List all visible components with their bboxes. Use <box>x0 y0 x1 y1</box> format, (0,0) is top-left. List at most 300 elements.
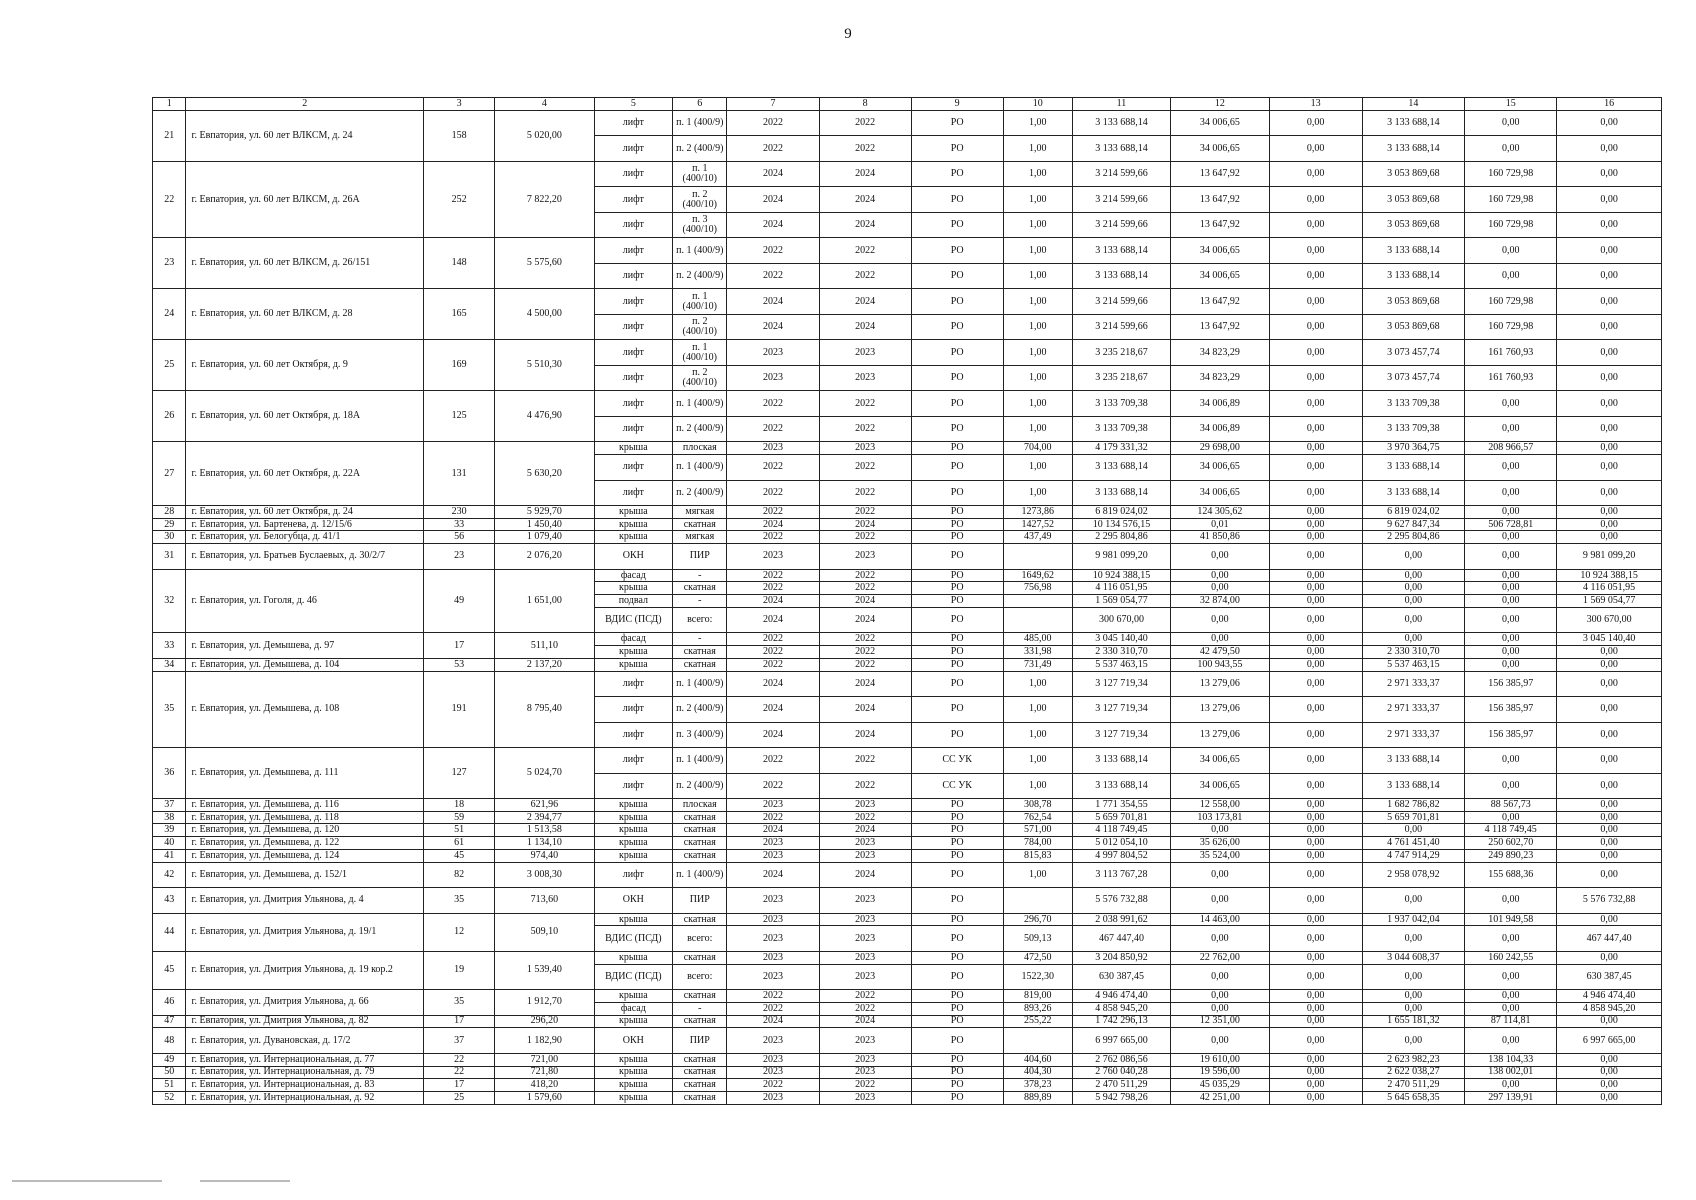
data-cell: ПИР <box>673 544 727 569</box>
data-cell: 3 073 457,74 <box>1362 365 1465 390</box>
data-cell: 297 139,91 <box>1465 1091 1557 1104</box>
data-cell: скатная <box>673 1066 727 1079</box>
address-cell: г. Евпатория, ул. Демышева, д. 104 <box>186 658 424 671</box>
data-cell: лифт <box>594 238 672 263</box>
data-cell: крыша <box>594 1053 672 1066</box>
data-cell: 0,00 <box>1269 658 1362 671</box>
data-cell: РО <box>911 1079 1003 1092</box>
data-cell: 889,89 <box>1003 1091 1072 1104</box>
data-cell: крыша <box>594 518 672 531</box>
data-cell: 2022 <box>727 646 819 659</box>
data-cell: 2024 <box>727 595 819 608</box>
data-cell: п. 1 (400/9) <box>673 862 727 887</box>
col3-cell: 22 <box>424 1066 495 1079</box>
data-cell: 2023 <box>819 951 911 964</box>
data-cell: 762,54 <box>1003 811 1072 824</box>
data-cell: 3 133 709,38 <box>1362 416 1465 441</box>
data-cell: 2024 <box>727 722 819 747</box>
data-cell: 2023 <box>727 913 819 926</box>
data-cell: 35 626,00 <box>1171 837 1269 850</box>
table-row <box>153 391 1662 416</box>
data-cell: п. 2 (400/10) <box>673 365 727 390</box>
address-cell: г. Евпатория, ул. Дмитрия Ульянова, д. 82 <box>186 1015 424 1028</box>
col4-cell: 1 651,00 <box>495 569 594 633</box>
data-cell: 0,00 <box>1269 442 1362 455</box>
data-cell: 0,00 <box>1557 837 1662 850</box>
col4-cell: 5 929,70 <box>495 506 594 519</box>
data-cell: 0,00 <box>1557 849 1662 862</box>
data-cell: РО <box>911 187 1003 212</box>
data-cell: 404,60 <box>1003 1053 1072 1066</box>
data-cell: 0,00 <box>1362 964 1465 989</box>
data-cell: 3 133 688,14 <box>1072 455 1170 480</box>
address-cell: г. Евпатория, ул. Интернациональная, д. 92 <box>186 1091 424 1104</box>
table-row <box>153 289 1662 314</box>
data-cell: РО <box>911 722 1003 747</box>
data-cell: РО <box>911 455 1003 480</box>
data-cell: 3 133 688,14 <box>1072 111 1170 136</box>
table-row <box>153 658 1662 671</box>
data-cell: РО <box>911 1028 1003 1053</box>
data-cell: 3 214 599,66 <box>1072 314 1170 339</box>
data-cell: 0,00 <box>1269 1002 1362 1015</box>
data-cell: крыша <box>594 811 672 824</box>
data-cell: 0,00 <box>1269 824 1362 837</box>
data-cell: 2022 <box>727 811 819 824</box>
col3-cell: 61 <box>424 837 495 850</box>
data-cell: 2023 <box>819 442 911 455</box>
data-cell: 2022 <box>727 263 819 288</box>
data-cell: 2022 <box>727 136 819 161</box>
data-cell: 1,00 <box>1003 722 1072 747</box>
data-cell: РО <box>911 161 1003 186</box>
data-cell: 1,00 <box>1003 671 1072 696</box>
data-cell: 0,00 <box>1269 862 1362 887</box>
row-number-cell: 40 <box>153 837 186 850</box>
data-cell: 2022 <box>727 1002 819 1015</box>
data-cell: фасад <box>594 633 672 646</box>
data-cell: 0,00 <box>1269 544 1362 569</box>
data-cell: крыша <box>594 799 672 812</box>
data-cell: СС УК <box>911 748 1003 773</box>
col4-cell: 974,40 <box>495 849 594 862</box>
data-cell: лифт <box>594 480 672 505</box>
data-cell: 0,00 <box>1465 926 1557 951</box>
data-cell: 0,00 <box>1171 862 1269 887</box>
data-cell: п. 1 (400/9) <box>673 238 727 263</box>
data-cell: 0,00 <box>1171 964 1269 989</box>
data-cell: 3 133 688,14 <box>1362 263 1465 288</box>
data-cell: РО <box>911 633 1003 646</box>
data-cell: крыша <box>594 646 672 659</box>
data-cell: 2 295 804,86 <box>1362 531 1465 544</box>
col-header: 3 <box>424 98 495 111</box>
data-cell: 0,00 <box>1171 569 1269 582</box>
data-cell: 1,00 <box>1003 136 1072 161</box>
row-number-cell: 32 <box>153 569 186 633</box>
data-cell: 156 385,97 <box>1465 697 1557 722</box>
data-cell: 0,00 <box>1465 990 1557 1003</box>
data-cell: 2023 <box>727 1028 819 1053</box>
data-cell: 4 179 331,32 <box>1072 442 1170 455</box>
data-cell: скатная <box>673 990 727 1003</box>
data-cell: 2022 <box>819 263 911 288</box>
data-cell: 0,00 <box>1557 697 1662 722</box>
data-cell: п. 1 (400/9) <box>673 455 727 480</box>
data-cell: 2022 <box>819 773 911 798</box>
data-cell: 1,00 <box>1003 365 1072 390</box>
data-cell: 0,00 <box>1269 187 1362 212</box>
address-cell: г. Евпатория, ул. Демышева, д. 122 <box>186 837 424 850</box>
address-cell: г. Евпатория, ул. Демышева, д. 152/1 <box>186 862 424 887</box>
data-cell: 0,00 <box>1557 773 1662 798</box>
table-row <box>153 849 1662 862</box>
data-cell: 0,00 <box>1269 391 1362 416</box>
data-cell: 0,00 <box>1465 646 1557 659</box>
data-cell: 1 682 786,82 <box>1362 799 1465 812</box>
col4-cell: 296,20 <box>495 1015 594 1028</box>
data-cell: крыша <box>594 824 672 837</box>
col3-cell: 35 <box>424 990 495 1015</box>
data-cell: 0,00 <box>1557 340 1662 365</box>
data-cell: 4 858 945,20 <box>1557 1002 1662 1015</box>
data-cell: лифт <box>594 697 672 722</box>
data-cell: 0,00 <box>1557 187 1662 212</box>
data-cell: крыша <box>594 1079 672 1092</box>
data-cell: 0,00 <box>1465 607 1557 632</box>
table-row <box>153 824 1662 837</box>
data-cell: 2022 <box>819 238 911 263</box>
data-cell: - <box>673 569 727 582</box>
data-cell: 0,00 <box>1362 1028 1465 1053</box>
data-cell: 2 470 511,29 <box>1072 1079 1170 1092</box>
row-number-cell: 46 <box>153 990 186 1015</box>
data-cell: 0,00 <box>1465 391 1557 416</box>
page-number: 9 <box>844 26 852 42</box>
data-cell: плоская <box>673 799 727 812</box>
data-cell: 1,00 <box>1003 187 1072 212</box>
data-cell: 2022 <box>819 531 911 544</box>
data-cell: 124 305,62 <box>1171 506 1269 519</box>
data-cell: 2023 <box>727 951 819 964</box>
data-cell: фасад <box>594 1002 672 1015</box>
data-cell: 0,00 <box>1269 238 1362 263</box>
data-cell: 378,23 <box>1003 1079 1072 1092</box>
col-header: 1 <box>153 98 186 111</box>
data-cell: 2024 <box>819 161 911 186</box>
data-cell: РО <box>911 697 1003 722</box>
data-cell: 0,00 <box>1557 951 1662 964</box>
data-cell: 2022 <box>819 658 911 671</box>
data-cell: 4 118 749,45 <box>1072 824 1170 837</box>
data-cell: 0,00 <box>1269 811 1362 824</box>
data-cell: 2023 <box>819 365 911 390</box>
data-cell: 9 981 099,20 <box>1557 544 1662 569</box>
data-cell: 0,00 <box>1465 111 1557 136</box>
data-cell: 2024 <box>727 314 819 339</box>
address-cell: г. Евпатория, ул. Демышева, д. 118 <box>186 811 424 824</box>
data-cell: РО <box>911 582 1003 595</box>
data-cell: 2022 <box>819 646 911 659</box>
col4-cell: 5 575,60 <box>495 238 594 289</box>
row-number-cell: 24 <box>153 289 186 340</box>
data-cell: 6 819 024,02 <box>1362 506 1465 519</box>
data-cell: 2022 <box>819 1002 911 1015</box>
data-cell: 2024 <box>727 671 819 696</box>
col4-cell: 5 020,00 <box>495 111 594 162</box>
table-row <box>153 161 1662 186</box>
data-cell: 4 761 451,40 <box>1362 837 1465 850</box>
address-cell: г. Евпатория, ул. Дмитрия Ульянова, д. 4 <box>186 888 424 913</box>
data-cell: 0,00 <box>1465 263 1557 288</box>
col3-cell: 33 <box>424 518 495 531</box>
data-cell: 0,00 <box>1465 136 1557 161</box>
data-cell: 784,00 <box>1003 837 1072 850</box>
data-cell: 2022 <box>727 506 819 519</box>
data-cell: РО <box>911 1066 1003 1079</box>
data-cell: лифт <box>594 455 672 480</box>
data-cell: скатная <box>673 1053 727 1066</box>
data-cell: 34 006,65 <box>1171 748 1269 773</box>
data-cell: 13 647,92 <box>1171 161 1269 186</box>
col3-cell: 252 <box>424 161 495 237</box>
data-cell: 2022 <box>727 391 819 416</box>
data-cell: 0,00 <box>1557 913 1662 926</box>
data-cell: РО <box>911 238 1003 263</box>
column-number-row <box>153 98 1662 111</box>
data-cell: 0,00 <box>1465 1028 1557 1053</box>
data-cell: 0,00 <box>1465 416 1557 441</box>
data-cell: 1,00 <box>1003 416 1072 441</box>
data-cell: 34 823,29 <box>1171 365 1269 390</box>
data-cell: лифт <box>594 722 672 747</box>
data-cell: 34 006,65 <box>1171 773 1269 798</box>
data-cell: 2024 <box>727 289 819 314</box>
data-cell: СС УК <box>911 773 1003 798</box>
data-cell: 485,00 <box>1003 633 1072 646</box>
data-cell: 1,00 <box>1003 480 1072 505</box>
data-cell: 1427,52 <box>1003 518 1072 531</box>
data-cell: 0,00 <box>1465 531 1557 544</box>
data-cell: 2022 <box>819 506 911 519</box>
col3-cell: 49 <box>424 569 495 633</box>
col-header: 2 <box>186 98 424 111</box>
data-cell: РО <box>911 416 1003 441</box>
data-cell: 13 647,92 <box>1171 289 1269 314</box>
data-cell: п. 3 (400/9) <box>673 722 727 747</box>
data-cell: РО <box>911 646 1003 659</box>
data-cell: 2022 <box>819 111 911 136</box>
data-cell: 2024 <box>819 187 911 212</box>
data-cell: 2024 <box>819 824 911 837</box>
data-cell: РО <box>911 671 1003 696</box>
data-cell: 0,00 <box>1171 607 1269 632</box>
col4-cell: 5 510,30 <box>495 340 594 391</box>
data-cell: 10 924 388,15 <box>1072 569 1170 582</box>
data-cell: 2 958 078,92 <box>1362 862 1465 887</box>
data-cell: лифт <box>594 161 672 186</box>
data-cell: 0,00 <box>1269 136 1362 161</box>
data-cell: фасад <box>594 569 672 582</box>
row-number-cell: 22 <box>153 161 186 237</box>
data-cell: 0,00 <box>1557 518 1662 531</box>
data-cell: 3 053 869,68 <box>1362 314 1465 339</box>
col-header: 13 <box>1269 98 1362 111</box>
data-cell: 3 133 709,38 <box>1072 416 1170 441</box>
data-cell: 2022 <box>819 391 911 416</box>
row-number-cell: 28 <box>153 506 186 519</box>
col-header: 8 <box>819 98 911 111</box>
data-cell: 0,00 <box>1465 964 1557 989</box>
data-cell: 5 659 701,81 <box>1362 811 1465 824</box>
col4-cell: 1 539,40 <box>495 951 594 989</box>
data-cell: 0,00 <box>1269 582 1362 595</box>
col3-cell: 59 <box>424 811 495 824</box>
col3-cell: 17 <box>424 633 495 658</box>
data-cell: крыша <box>594 849 672 862</box>
data-cell: 34 006,89 <box>1171 391 1269 416</box>
data-cell: 2022 <box>727 416 819 441</box>
data-cell: лифт <box>594 748 672 773</box>
address-cell: г. Евпатория, ул. 60 лет ВЛКСМ, д. 28 <box>186 289 424 340</box>
data-cell: 0,00 <box>1557 1079 1662 1092</box>
data-cell: лифт <box>594 862 672 887</box>
data-cell: 0,00 <box>1465 582 1557 595</box>
address-cell: г. Евпатория, ул. Демышева, д. 108 <box>186 671 424 747</box>
data-cell: 1 771 354,55 <box>1072 799 1170 812</box>
col4-cell: 721,00 <box>495 1053 594 1066</box>
data-cell: 3 204 850,92 <box>1072 951 1170 964</box>
data-cell: 2 038 991,62 <box>1072 913 1170 926</box>
col3-cell: 17 <box>424 1015 495 1028</box>
data-cell: 2023 <box>727 799 819 812</box>
data-cell: 2022 <box>819 480 911 505</box>
data-cell: 0,00 <box>1269 289 1362 314</box>
col4-cell: 7 822,20 <box>495 161 594 237</box>
col4-cell: 721,80 <box>495 1066 594 1079</box>
data-cell: лифт <box>594 773 672 798</box>
data-cell: 0,00 <box>1465 544 1557 569</box>
data-cell: 0,00 <box>1557 416 1662 441</box>
data-cell: 34 006,65 <box>1171 136 1269 161</box>
col3-cell: 158 <box>424 111 495 162</box>
data-cell: 0,00 <box>1465 811 1557 824</box>
data-cell: скатная <box>673 913 727 926</box>
data-cell: 2023 <box>819 1091 911 1104</box>
data-cell: 4 116 051,95 <box>1557 582 1662 595</box>
data-cell: скатная <box>673 1091 727 1104</box>
col4-cell: 5 024,70 <box>495 748 594 799</box>
data-cell: ОКН <box>594 888 672 913</box>
table-row <box>153 633 1662 646</box>
data-cell: 0,00 <box>1269 531 1362 544</box>
data-cell: РО <box>911 913 1003 926</box>
table-row <box>153 799 1662 812</box>
data-cell: 5 645 658,35 <box>1362 1091 1465 1104</box>
data-cell: 0,00 <box>1269 888 1362 913</box>
data-cell: 308,78 <box>1003 799 1072 812</box>
data-cell: 29 698,00 <box>1171 442 1269 455</box>
data-cell: п. 2 (400/10) <box>673 187 727 212</box>
data-cell: 630 387,45 <box>1557 964 1662 989</box>
data-cell: 0,01 <box>1171 518 1269 531</box>
data-cell: 0,00 <box>1465 1079 1557 1092</box>
data-cell: 2024 <box>727 1015 819 1028</box>
data-cell: лифт <box>594 263 672 288</box>
data-cell: 0,00 <box>1171 633 1269 646</box>
data-cell: всего: <box>673 926 727 951</box>
data-cell: 3 127 719,34 <box>1072 697 1170 722</box>
table-row <box>153 1066 1662 1079</box>
data-cell: 0,00 <box>1269 646 1362 659</box>
data-cell: 571,00 <box>1003 824 1072 837</box>
data-cell: 0,00 <box>1269 837 1362 850</box>
data-cell: 2022 <box>819 582 911 595</box>
data-cell: лифт <box>594 391 672 416</box>
data-cell: 1,00 <box>1003 161 1072 186</box>
data-cell: 0,00 <box>1557 238 1662 263</box>
data-cell: 2022 <box>727 480 819 505</box>
data-cell: 0,00 <box>1269 990 1362 1003</box>
table-row <box>153 1079 1662 1092</box>
data-cell: 2023 <box>819 1028 911 1053</box>
data-cell: 0,00 <box>1465 595 1557 608</box>
data-cell: 2022 <box>819 811 911 824</box>
row-number-cell: 44 <box>153 913 186 951</box>
col-header: 11 <box>1072 98 1170 111</box>
data-cell: 1 655 181,32 <box>1362 1015 1465 1028</box>
data-cell: 2024 <box>819 595 911 608</box>
data-cell: 0,00 <box>1171 888 1269 913</box>
data-cell: скатная <box>673 658 727 671</box>
table-body <box>153 98 1662 1105</box>
data-cell: 3 127 719,34 <box>1072 722 1170 747</box>
data-cell: 6 997 665,00 <box>1557 1028 1662 1053</box>
data-cell: 2023 <box>727 888 819 913</box>
data-cell: 19 610,00 <box>1171 1053 1269 1066</box>
data-cell: 2 330 310,70 <box>1362 646 1465 659</box>
data-cell: 1,00 <box>1003 748 1072 773</box>
data-cell: 0,00 <box>1269 518 1362 531</box>
row-number-cell: 30 <box>153 531 186 544</box>
data-cell: 0,00 <box>1362 1002 1465 1015</box>
data-cell: 0,00 <box>1362 990 1465 1003</box>
data-cell: 2022 <box>819 455 911 480</box>
data-cell: 1 742 296,13 <box>1072 1015 1170 1028</box>
col4-cell: 621,96 <box>495 799 594 812</box>
col4-cell: 2 394,77 <box>495 811 594 824</box>
table-row <box>153 748 1662 773</box>
data-cell: крыша <box>594 990 672 1003</box>
row-number-cell: 42 <box>153 862 186 887</box>
row-number-cell: 21 <box>153 111 186 162</box>
col-header: 12 <box>1171 98 1269 111</box>
data-cell: 0,00 <box>1557 212 1662 237</box>
data-cell: 13 279,06 <box>1171 697 1269 722</box>
data-cell: 815,83 <box>1003 849 1072 862</box>
data-cell: 250 602,70 <box>1465 837 1557 850</box>
data-cell: 2023 <box>727 1066 819 1079</box>
data-cell: 3 133 688,14 <box>1362 238 1465 263</box>
data-cell: 3 133 688,14 <box>1072 480 1170 505</box>
data-cell: 300 670,00 <box>1557 607 1662 632</box>
data-cell: 2 762 086,56 <box>1072 1053 1170 1066</box>
data-cell: лифт <box>594 365 672 390</box>
data-cell: 296,70 <box>1003 913 1072 926</box>
col3-cell: 22 <box>424 1053 495 1066</box>
data-cell: 155 688,36 <box>1465 862 1557 887</box>
data-cell: 3 133 688,14 <box>1072 136 1170 161</box>
